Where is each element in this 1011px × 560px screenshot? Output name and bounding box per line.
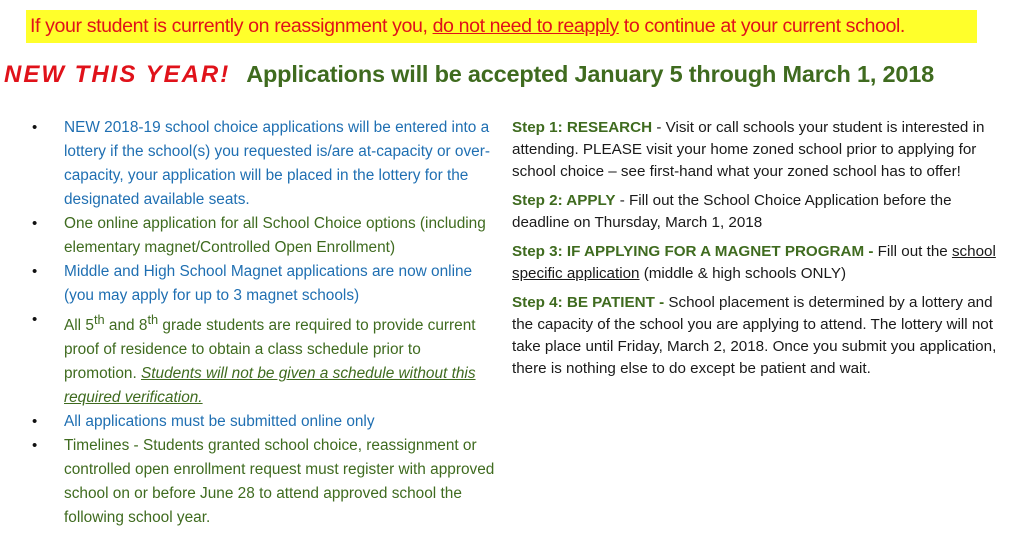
banner-text-post: to continue at your current school. <box>618 15 905 37</box>
application-steps <box>512 117 1007 387</box>
bullet-text: NEW 2018-19 school choice applications will be entered into a lottery if the school(s) you requested is/are at-capacity or over-capacity, your application will be placed in the lottery for the designated available seats. <box>64 119 490 208</box>
bullet-icon: • <box>32 263 38 280</box>
bullet-text: One online application for all School Choice options (including elementary magnet/Controlled Open Enrollment) <box>64 215 486 256</box>
list-item <box>26 212 496 260</box>
bullet-text: All applications must be submitted online only <box>64 413 375 431</box>
step-research <box>512 117 1007 183</box>
bullet-text: Timelines - Students granted school choice, reassignment or controlled open enrollment request must register with approved school on or before June 28 to attend approved school the following school year. <box>64 437 495 527</box>
list-item <box>26 434 496 530</box>
step-text: Fill out the <box>873 243 952 260</box>
bullet-icon: • <box>32 437 38 455</box>
bullet-text: Middle and High School Magnet applications are now online (you may apply for up to 3 magnet schools) <box>64 263 473 304</box>
list-item <box>26 116 496 212</box>
verification-warning: Students will not be given a schedule without this required verification. <box>64 365 476 407</box>
bullet-icon: • <box>32 311 38 328</box>
step-apply <box>512 190 1007 234</box>
reassignment-notice-banner <box>26 10 977 43</box>
bullet-text-part: and 8 <box>104 317 148 335</box>
school-specific-application-text: school specific application <box>512 243 996 282</box>
new-this-year-label: NEW THIS YEAR! <box>4 61 231 88</box>
step-text: School placement is determined by a lottery and the capacity of the school you are applying to attend. The lottery will not take place until Friday, March 2, 2018. Once you submit you application, there is nothing else to do except be patient and wait. <box>512 294 997 377</box>
step-magnet-program <box>512 241 1007 285</box>
banner-text-pre: If your student is currently on reassignment you, <box>30 15 433 37</box>
step-text: - Visit or call schools your student is interested in attending. PLEASE visit your home zoned school prior to applying for school choice – see first-hand what your zoned school has to offer! <box>512 119 985 180</box>
bullet-icon: • <box>32 119 38 136</box>
info-bullet-list <box>26 116 496 530</box>
banner-text-underlined: do not need to reapply <box>432 15 619 37</box>
bullet-text-part: All 5 <box>64 317 94 335</box>
step-text: (middle & high schools ONLY) <box>639 265 847 282</box>
list-item <box>26 410 496 434</box>
headline <box>4 57 1009 91</box>
step-label: Step 4: BE PATIENT - <box>512 294 665 311</box>
bullet-icon: • <box>32 215 38 232</box>
ordinal-suffix: th <box>147 312 159 327</box>
step-label: Step 3: IF APPLYING FOR A MAGNET PROGRAM - <box>512 243 874 260</box>
bullet-icon: • <box>32 413 38 431</box>
list-item <box>26 260 496 308</box>
step-be-patient <box>512 292 1007 380</box>
step-label: Step 1: RESEARCH <box>512 119 653 136</box>
step-text: - Fill out the School Choice Application before the deadline on Thursday, March 1, 2018 <box>512 192 952 231</box>
step-label: Step 2: APPLY <box>512 192 616 209</box>
list-item <box>26 308 496 410</box>
bullet-text-part: grade students are required to provide current proof of residence to obtain a class schedule prior to promotion. <box>64 317 476 383</box>
ordinal-suffix: th <box>93 312 105 327</box>
applications-dates-heading: Applications will be accepted January 5 through March 1, 2018 <box>246 61 935 87</box>
